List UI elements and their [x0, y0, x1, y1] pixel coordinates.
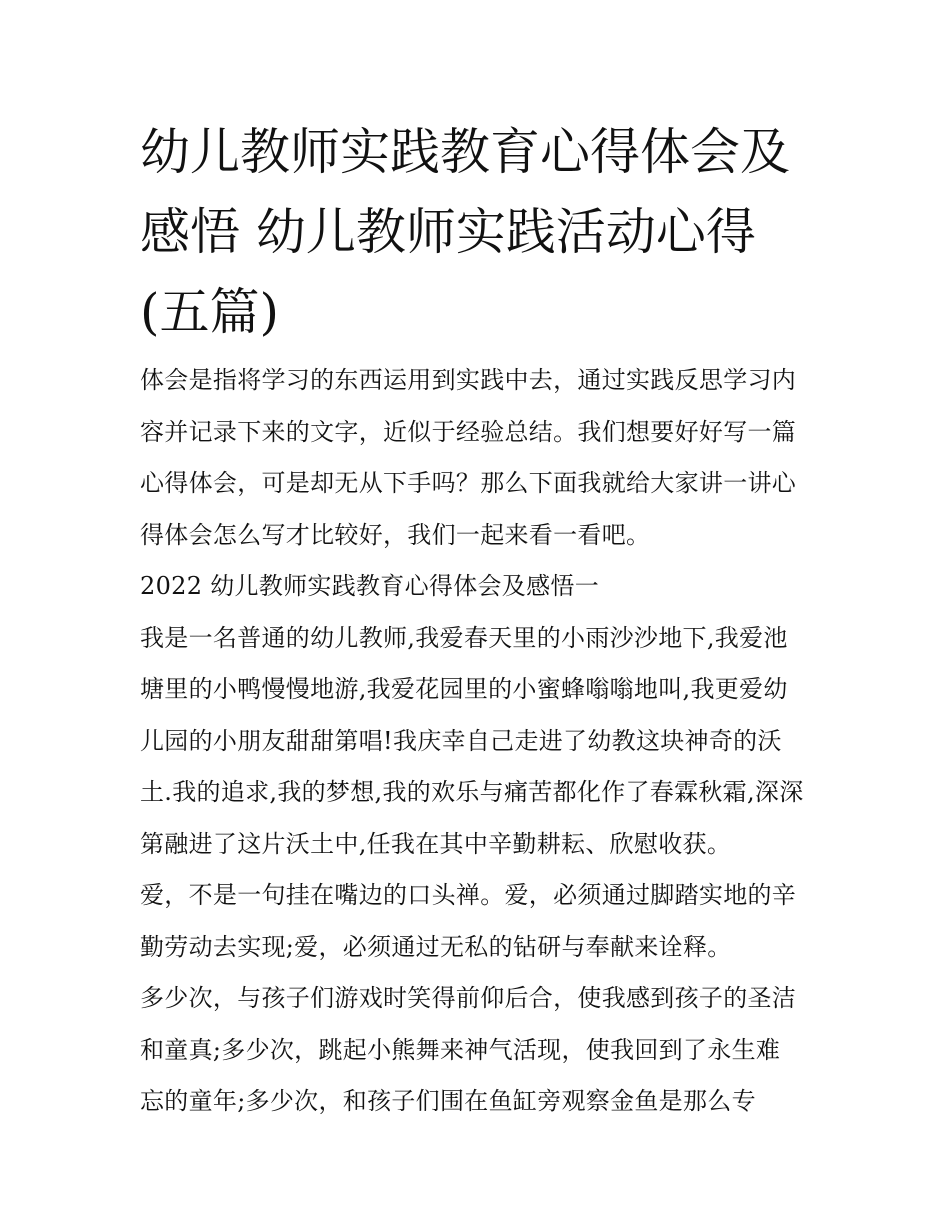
title-line: 幼儿教师实践教育心得体会及 [140, 123, 790, 181]
body-paragraph-3 [140, 973, 820, 1128]
body-paragraph-2 [140, 870, 820, 973]
text-line: 我是一名普通的幼儿教师,我爱春天里的小雨沙沙地下,我爱池 [140, 623, 788, 652]
title-line: 感悟 幼儿教师实践活动心得 [140, 203, 756, 261]
text-line: 和童真;多少次，跳起小熊舞来神气活现，使我回到了永生难 [140, 1035, 781, 1064]
text-line: 爱，不是一句挂在嘴边的口头禅。爱，必须通过脚踏实地的辛 [140, 881, 797, 909]
text-line: 体会是指将学习的东西运用到实践中去，通过实践反思学习内 [140, 366, 797, 394]
text-line: 心得体会，可是却无从下手吗？那么下面我就给大家讲一讲心 [140, 469, 797, 497]
body-paragraph-1 [140, 613, 820, 871]
title-line: (五篇) [140, 283, 280, 341]
text-line: 塘里的小鸭慢慢地游,我爱花园里的小蜜蜂嗡嗡地叫,我更爱幼 [140, 675, 788, 703]
text-line: 多少次，与孩子们游戏时笑得前仰后合，使我感到孩子的圣洁 [140, 984, 797, 1012]
text-line: 第融进了这片沃土中,任我在其中辛勤耕耘、欣慰收获。 [140, 829, 732, 858]
document-body [140, 355, 820, 1128]
text-line: 土.我的追求,我的梦想,我的欢乐与痛苦都化作了春霖秋霜,深深 [140, 778, 804, 806]
text-line: 得体会怎么写才比较好，我们一起来看一看吧。 [140, 520, 651, 549]
text-line: 儿园的小朋友甜甜第唱!我庆幸自己走进了幼教这块神奇的沃 [140, 726, 782, 755]
intro-paragraph [140, 355, 820, 561]
text-line: 忘的童年;多少次，和孩子们围在鱼缸旁观察金鱼是那么专 [140, 1087, 756, 1115]
section-heading: 2022 幼儿教师实践教育心得体会及感悟一 [140, 572, 600, 600]
text-line: 容并记录下来的文字，近似于经验总结。我们想要好好写一篇 [140, 417, 797, 446]
document-title [140, 112, 820, 352]
text-line: 勤劳动去实现;爱，必须通过无私的钻研与奉献来诠释。 [140, 932, 732, 961]
